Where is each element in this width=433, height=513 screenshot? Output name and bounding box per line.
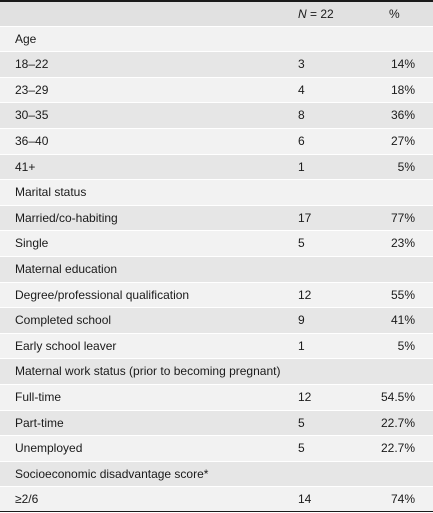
table-row: [0, 461, 433, 487]
row-percent: 41%: [390, 313, 415, 328]
row-label: 41+: [15, 159, 36, 174]
row-label: Completed school: [15, 313, 112, 328]
row-percent: 22.7%: [380, 415, 415, 430]
n-symbol: N: [298, 7, 307, 21]
table-row: [0, 435, 433, 461]
row-count: 6: [298, 133, 305, 148]
row-count: 4: [298, 82, 305, 97]
table-header-row: [0, 0, 433, 26]
table-row: [0, 51, 433, 77]
row-count: 12: [298, 287, 312, 302]
row-count: 12: [298, 389, 312, 404]
row-percent: 18%: [390, 82, 415, 97]
row-percent: 77%: [390, 210, 415, 225]
table-row: [0, 230, 433, 256]
row-percent: 23%: [390, 236, 415, 251]
table-row: [0, 282, 433, 308]
table-row: [0, 128, 433, 154]
percent-column-header: %: [389, 7, 400, 21]
table-row: [0, 102, 433, 128]
row-count: 5: [298, 415, 305, 430]
row-label: Maternal work status (prior to becoming pregnant): [15, 364, 281, 379]
row-count: 3: [298, 57, 305, 72]
table-row: [0, 77, 433, 103]
n-column-header: [298, 2, 334, 28]
row-percent: 5%: [397, 159, 415, 174]
row-label: 36–40: [15, 133, 49, 148]
row-count: 1: [298, 159, 305, 174]
row-percent: 36%: [390, 108, 415, 123]
row-label: 23–29: [15, 82, 49, 97]
row-percent: 5%: [397, 338, 415, 353]
table-row: [0, 486, 433, 512]
table-row: [0, 410, 433, 436]
row-percent: 22.7%: [380, 441, 415, 456]
table-row: [0, 358, 433, 384]
n-value: = 22: [310, 7, 334, 21]
row-percent: 14%: [390, 57, 415, 72]
table-row: [0, 307, 433, 333]
table-row: [0, 179, 433, 205]
row-label: Full-time: [15, 389, 62, 404]
table-row: [0, 205, 433, 231]
table-body: [0, 26, 433, 512]
row-label: 18–22: [15, 57, 49, 72]
row-count: 9: [298, 313, 305, 328]
table-row: [0, 26, 433, 52]
row-label: Early school leaver: [15, 338, 117, 353]
row-label: Age: [15, 31, 37, 46]
row-count: 8: [298, 108, 305, 123]
row-label: Single: [15, 236, 49, 251]
row-label: Maternal education: [15, 261, 118, 276]
row-count: 17: [298, 210, 312, 225]
row-label: 30–35: [15, 108, 49, 123]
row-count: 14: [298, 492, 312, 507]
row-label: Socioeconomic disadvantage score*: [15, 466, 209, 481]
row-percent: 54.5%: [380, 389, 415, 404]
table-row: [0, 333, 433, 359]
row-label: Married/co-habiting: [15, 210, 118, 225]
row-percent: 74%: [390, 492, 415, 507]
row-count: 1: [298, 338, 305, 353]
row-label: Marital status: [15, 185, 87, 200]
row-label: Unemployed: [15, 441, 83, 456]
row-label: ≥2/6: [15, 492, 39, 507]
table-row: [0, 256, 433, 282]
row-count: 5: [298, 236, 305, 251]
row-percent: 55%: [390, 287, 415, 302]
row-count: 5: [298, 441, 305, 456]
row-label: Degree/professional qualification: [15, 287, 190, 302]
table-row: [0, 384, 433, 410]
row-percent: 27%: [390, 133, 415, 148]
row-label: Part-time: [15, 415, 64, 430]
table-row: [0, 154, 433, 180]
